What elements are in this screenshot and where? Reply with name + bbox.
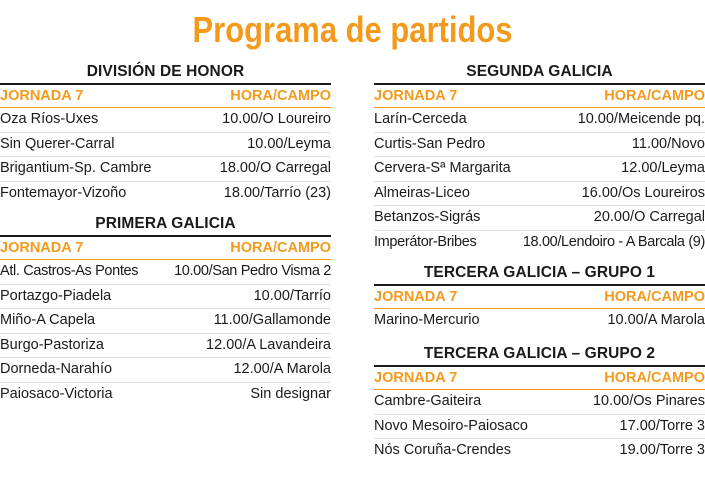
table-row: [0, 108, 331, 133]
match-name: Novo Mesoiro-Paiosaco: [374, 417, 528, 434]
hora-campo-label: HORA/CAMPO: [230, 240, 331, 256]
match-info: 20.00/O Carregal: [593, 209, 705, 225]
table-row: [0, 285, 331, 310]
match-name: Marino-Mercurio: [374, 312, 480, 328]
match-info: 19.00/Torre 3: [619, 442, 705, 458]
hora-campo-label: HORA/CAMPO: [604, 370, 705, 386]
primera-galicia-section: [0, 213, 331, 406]
table-row: [374, 133, 705, 158]
match-name: Almeiras-Liceo: [374, 184, 470, 201]
table-row: [374, 182, 705, 207]
table-row: [0, 334, 331, 359]
section-title: SEGUNDA GALICIA: [374, 61, 705, 85]
table-row: [0, 383, 331, 407]
hora-campo-label: HORA/CAMPO: [604, 289, 705, 305]
match-name: Dorneda-Narahío: [0, 361, 113, 377]
match-info: 10.00/Tarrío: [253, 287, 331, 304]
match-name: Atl. Castros-As Pontes: [0, 263, 139, 279]
match-info: 10.00/A Marola: [607, 312, 705, 328]
match-info: 16.00/Os Loureiros: [581, 184, 705, 201]
match-info: 10.00/O Loureiro: [222, 111, 331, 127]
match-name: Paiosaco-Victoria: [0, 385, 113, 402]
match-info: 18.00/Tarrío (23): [223, 184, 331, 201]
table-row: [0, 309, 331, 334]
table-row: [374, 231, 705, 255]
match-name: Sin Querer-Carral: [0, 135, 115, 152]
table-header: [374, 367, 705, 390]
match-info: 12.00/A Marola: [233, 361, 331, 377]
table-body: [374, 390, 705, 463]
match-info: 18.00/O Carregal: [219, 160, 331, 176]
table-body: [0, 108, 331, 205]
match-info: 10.00/Meicende pq.: [577, 111, 705, 127]
match-name: Portazgo-Piadela: [0, 287, 112, 304]
section-title: TERCERA GALICIA – GRUPO 2: [374, 343, 705, 367]
table-row: [374, 439, 705, 463]
match-info: Sin designar: [250, 385, 331, 402]
jornada-label: JORNADA 7: [374, 370, 458, 386]
segunda-galicia-section: [374, 61, 705, 254]
match-name: Cambre-Gaiteira: [374, 393, 482, 409]
table-header: [374, 286, 705, 309]
jornada-label: JORNADA 7: [374, 289, 458, 305]
match-info: 10.00/Os Pinares: [592, 393, 705, 409]
tercera-grupo2-section: [374, 343, 705, 463]
match-info: 10.00/San Pedro Visma 2: [174, 263, 331, 279]
table-header: [0, 237, 331, 260]
match-info: 12.00/Leyma: [621, 160, 705, 176]
match-info: 18.00/Lendoiro - A Barcala (9): [522, 233, 705, 250]
match-name: Fontemayor-Vizoño: [0, 184, 127, 201]
table-row: [374, 390, 705, 415]
section-title: DIVISIÓN DE HONOR: [0, 61, 331, 85]
table-row: [374, 309, 705, 333]
match-info: 17.00/Torre 3: [619, 417, 705, 434]
table-row: [0, 157, 331, 182]
jornada-label: JORNADA 7: [0, 240, 84, 256]
match-info: 11.00/Gallamonde: [213, 312, 331, 328]
match-info: 11.00/Novo: [631, 135, 705, 152]
match-info: 10.00/Leyma: [247, 135, 331, 152]
table-row: [374, 206, 705, 231]
match-name: Cervera-Sª Margarita: [374, 160, 511, 176]
match-name: Oza Ríos-Uxes: [0, 111, 99, 127]
table-body: [374, 108, 705, 254]
match-name: Burgo-Pastoriza: [0, 336, 104, 353]
hora-campo-label: HORA/CAMPO: [604, 88, 705, 104]
match-name: Larín-Cerceda: [374, 111, 467, 127]
match-info: 12.00/A Lavandeira: [206, 336, 331, 353]
table-row: [374, 108, 705, 133]
table-header: [0, 85, 331, 108]
table-row: [374, 157, 705, 182]
match-name: Miño-A Capela: [0, 312, 96, 328]
match-name: Brigantium-Sp. Cambre: [0, 160, 152, 176]
page-title: Programa de partidos: [192, 9, 513, 50]
table-header: [374, 85, 705, 108]
hora-campo-label: HORA/CAMPO: [230, 88, 331, 104]
section-title: PRIMERA GALICIA: [0, 213, 331, 237]
table-row: [0, 358, 331, 383]
match-name: Nós Coruña-Crendes: [374, 442, 512, 458]
table-row: [0, 182, 331, 206]
match-name: Imperátor-Bribes: [374, 233, 477, 250]
jornada-label: JORNADA 7: [374, 88, 458, 104]
jornada-label: JORNADA 7: [0, 88, 84, 104]
division-honor-section: [0, 61, 331, 205]
match-name: Curtis-San Pedro: [374, 135, 486, 152]
table-body: [374, 309, 705, 333]
tercera-grupo1-section: [374, 262, 705, 333]
table-body: [0, 260, 331, 406]
section-title: TERCERA GALICIA – GRUPO 1: [374, 262, 705, 286]
table-row: [374, 415, 705, 440]
table-row: [0, 133, 331, 158]
table-row: [0, 260, 331, 285]
match-name: Betanzos-Sigrás: [374, 209, 481, 225]
